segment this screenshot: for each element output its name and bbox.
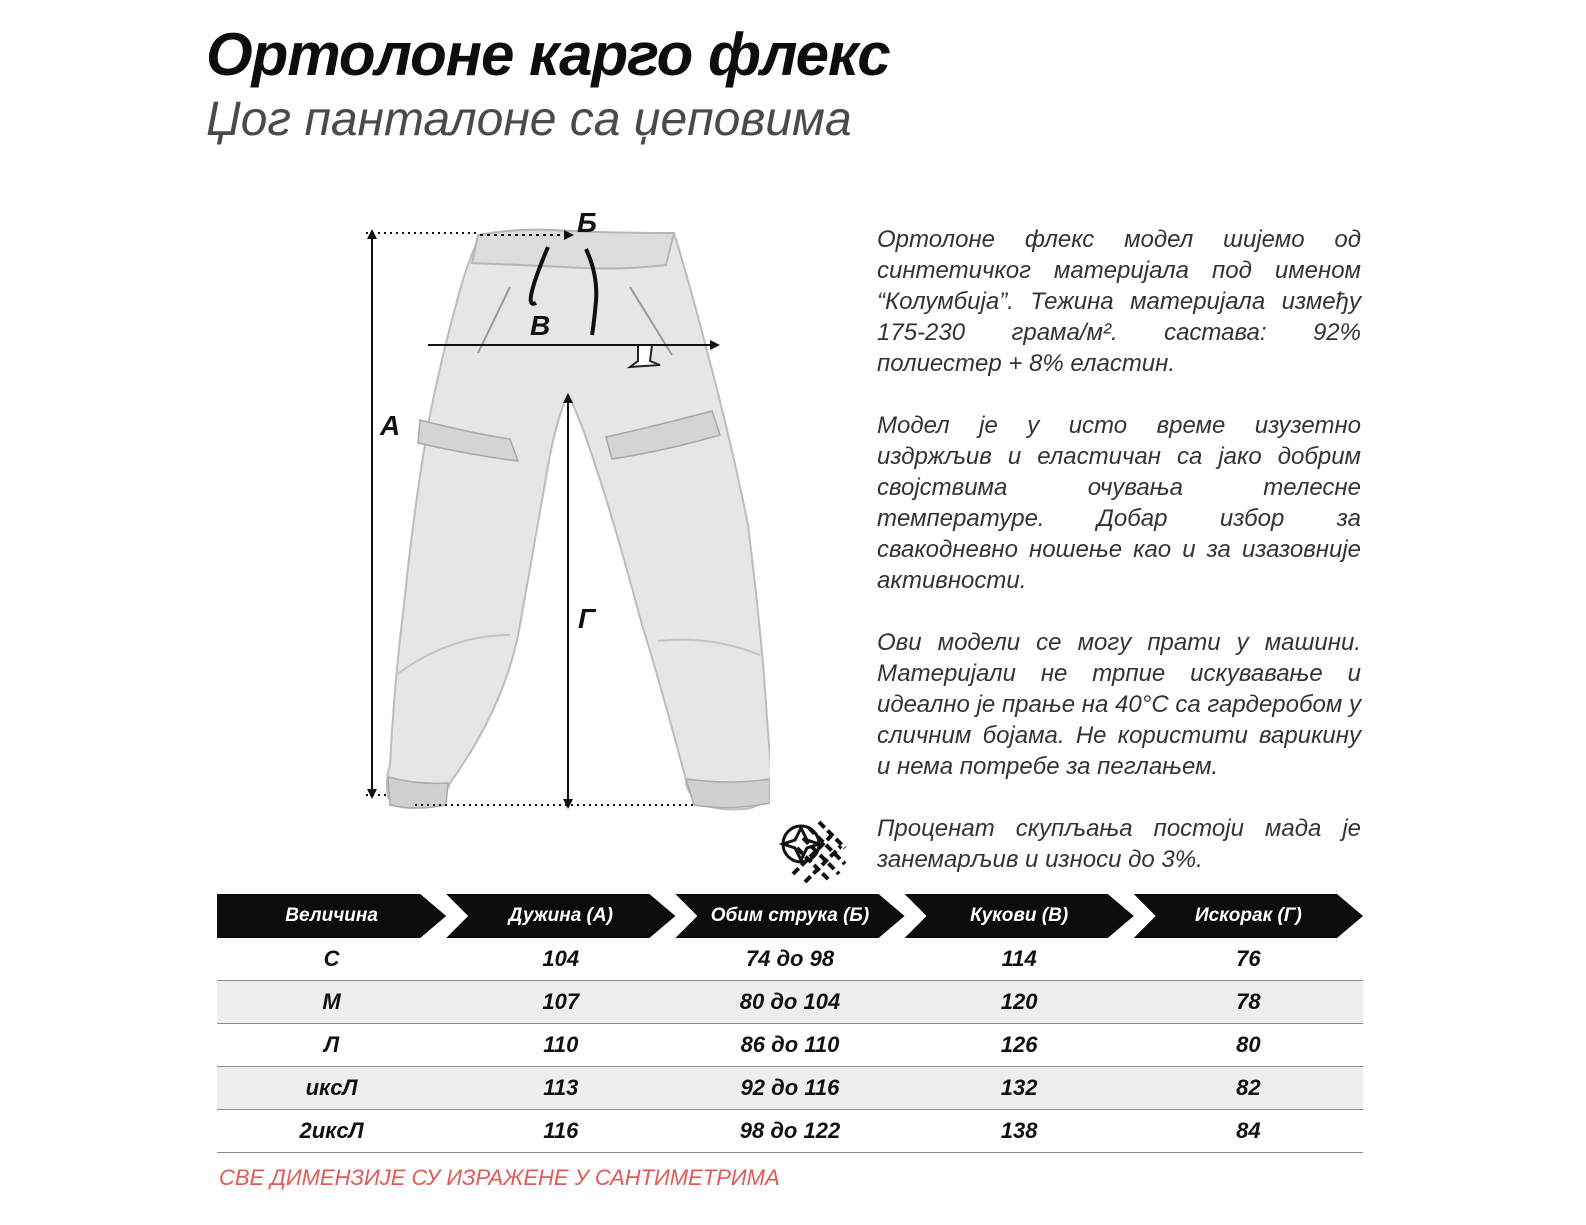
table-cell: 74 до 98	[675, 938, 904, 981]
table-cell: 116	[446, 1110, 675, 1153]
table-header-cell: Величина	[217, 894, 446, 938]
table-cell: 138	[905, 1110, 1134, 1153]
table-row	[217, 938, 1363, 981]
table-row	[217, 1067, 1363, 1110]
table-cell: Л	[217, 1024, 446, 1067]
description-paragraph: Модел је у исто време изузетно издржљив и еластичан са јако добрим својствима очувања телесне температуре. Добар избор за свакодневно ношење као и за изазовније активности.	[877, 412, 1361, 594]
table-cell: 86 до 110	[675, 1024, 904, 1067]
table-header-cell: Искорак (Г)	[1134, 894, 1363, 938]
no-bleach-fabric-icon	[779, 818, 849, 888]
units-footnote: СВЕ ДИМЕНЗИЈЕ СУ ИЗРАЖЕНЕ У САНТИМЕТРИМА	[219, 1165, 780, 1190]
dimension-label-b: Б	[577, 207, 597, 238]
table-cell: 110	[446, 1024, 675, 1067]
table-cell: 107	[446, 981, 675, 1024]
table-cell: 114	[905, 938, 1134, 981]
table-cell: 2иксЛ	[217, 1110, 446, 1153]
dimension-label-g: Г	[578, 603, 596, 634]
table-cell: 120	[905, 981, 1134, 1024]
description-paragraph: Ортолоне флекс модел шијемо од синтетичког материјала под именом “Колумбија”. Тежина материјала између 175-230 грама/м². састава: 92% полиестер + 8% еластин.	[877, 226, 1361, 377]
table-row	[217, 981, 1363, 1024]
table-cell: С	[217, 938, 446, 981]
dimension-label-v: В	[530, 310, 551, 341]
table-cell: 104	[446, 938, 675, 981]
table-cell: 113	[446, 1067, 675, 1110]
pants-illustration	[360, 205, 770, 815]
table-cell: 126	[905, 1024, 1134, 1067]
table-header-cell: Дужина (А)	[446, 894, 675, 938]
table-cell: 92 до 116	[675, 1067, 904, 1110]
table-cell: М	[217, 981, 446, 1024]
pants-body	[387, 230, 770, 809]
table-header-row	[217, 894, 1363, 938]
table-cell: 78	[1134, 981, 1363, 1024]
pants-measurement-figure	[360, 205, 770, 815]
page-title: Ортолоне карго флекс	[206, 21, 890, 88]
table-cell: 76	[1134, 938, 1363, 981]
table-cell: 98 до 122	[675, 1110, 904, 1153]
description-paragraph: Ови модели се могу прати у машини. Материјали не трпие искувавање и идеално је прање на 40°C са гардеробом у сличним бојама. Не користити варикину и нема потребе за пеглањем.	[877, 629, 1361, 780]
page-subtitle: Џог панталоне са џеповима	[206, 93, 852, 146]
table-cell: 84	[1134, 1110, 1363, 1153]
table-cell: 132	[905, 1067, 1134, 1110]
table-cell: 82	[1134, 1067, 1363, 1110]
table-cell: иксЛ	[217, 1067, 446, 1110]
size-chart-table	[217, 894, 1363, 1153]
description-paragraph: Проценат скупљања постоји мада је занемарљив и износи до 3%.	[877, 815, 1361, 873]
dimension-label-a: А	[380, 410, 401, 441]
table-row	[217, 1110, 1363, 1153]
product-description	[877, 224, 1361, 875]
table-row	[217, 1024, 1363, 1067]
table-cell: 80	[1134, 1024, 1363, 1067]
table-header-cell: Кукови (В)	[905, 894, 1134, 938]
table-cell: 80 до 104	[675, 981, 904, 1024]
table-header-cell: Обим струка (Б)	[675, 894, 904, 938]
